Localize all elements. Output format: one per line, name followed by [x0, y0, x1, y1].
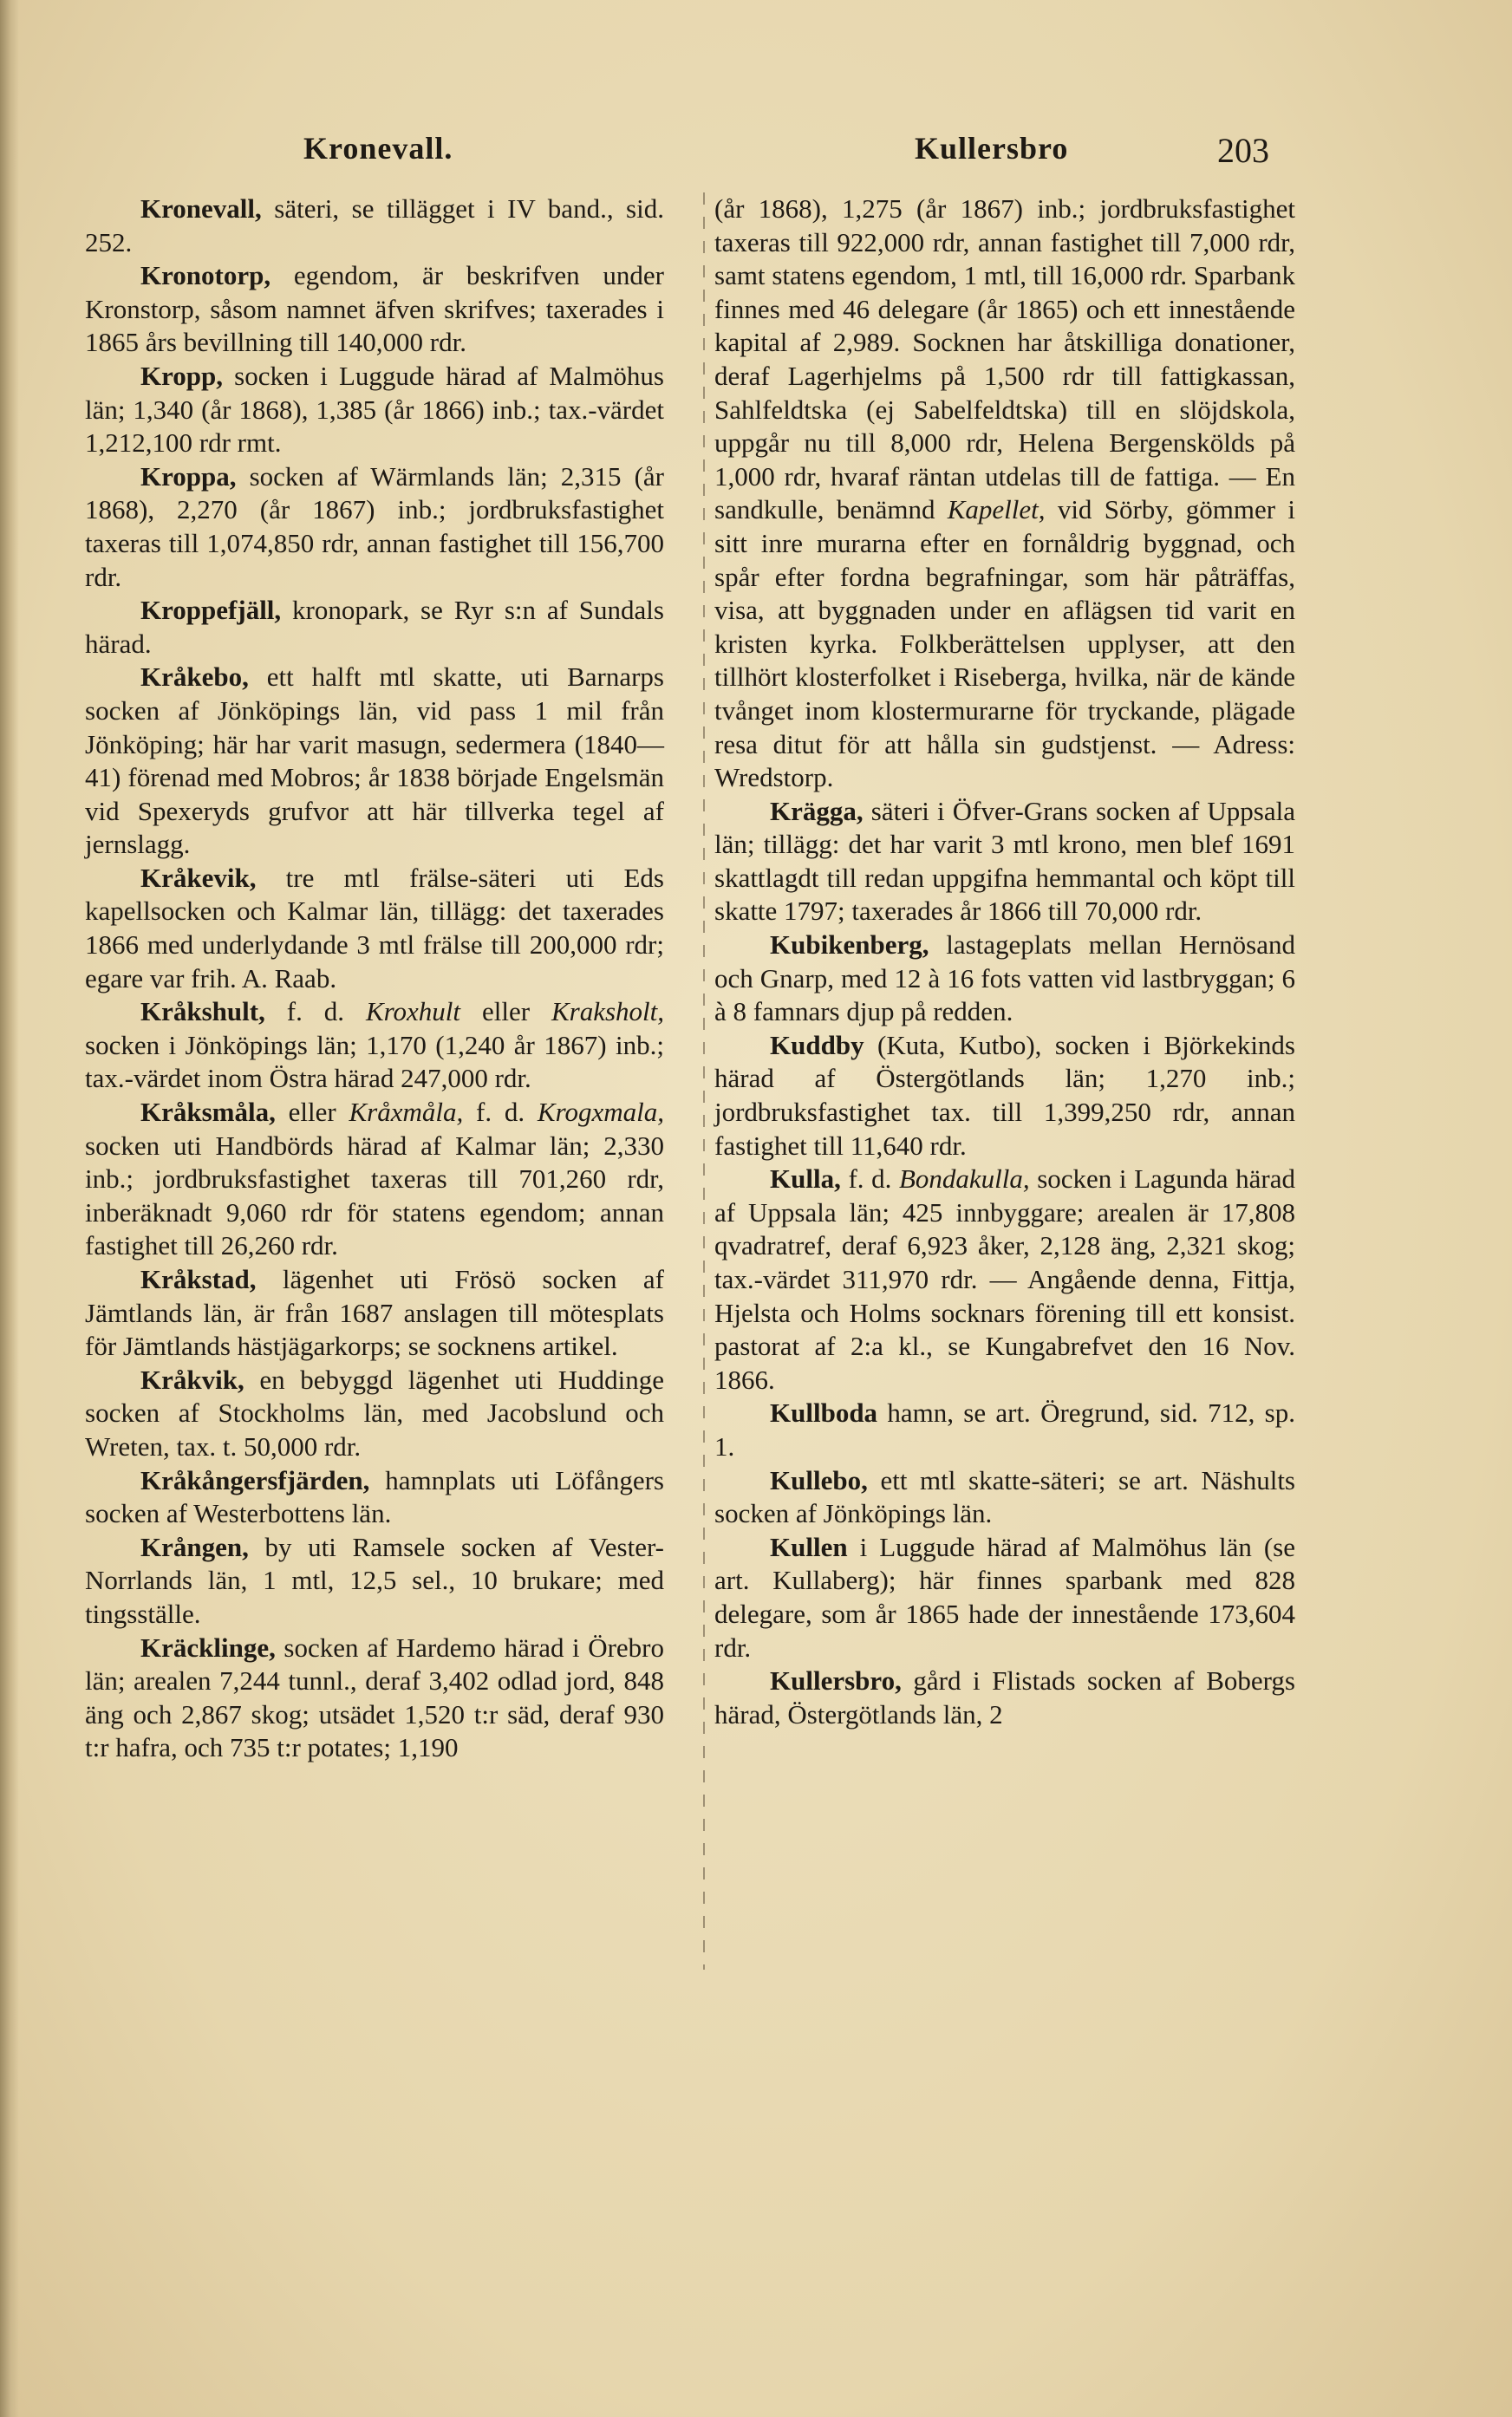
- left-column: [85, 192, 664, 1765]
- italic-text: Kraksholt,: [551, 996, 664, 1027]
- entry-headword: Kullersbro,: [770, 1665, 902, 1697]
- italic-text: Kroxhult: [365, 996, 461, 1027]
- entry-headword: Krången,: [140, 1531, 249, 1562]
- entry-headword: Kroppa,: [140, 460, 237, 492]
- entry-headword: Krägga,: [770, 795, 864, 826]
- running-head-right: Kullersbro: [915, 131, 1069, 166]
- entry-text: ett mtl skatte-säteri; se art. Näshults socken af Jönköpings län.: [714, 1464, 1295, 1529]
- column-divider: [703, 192, 705, 1970]
- entry-headword: Kronotorp,: [140, 260, 271, 291]
- entry-headword: Kråksmåla,: [140, 1097, 276, 1128]
- entry-headword: Kullboda: [770, 1397, 878, 1429]
- dictionary-entry: [85, 594, 664, 661]
- entry-text: i Luggude härad af Malmöhus län (se art. Kullaberg); här finnes sparbank med 828 delegare, som år 1865 hade der innestående 173,604 rdr.: [714, 1531, 1295, 1663]
- entry-headword: Kullebo,: [770, 1464, 868, 1495]
- entry-text: tre mtl frälse-säteri uti Eds kapellsocken och Kalmar län, tillägg: det taxerades 1866 med underlydande 3 mtl frälse till 200,000 rdr; egare var frih. A. Raab.: [85, 862, 664, 994]
- entry-continuation: [714, 192, 1295, 795]
- dictionary-entry: [85, 259, 664, 360]
- page-header: [0, 130, 1512, 182]
- entry-text: vid Sörby, gömmer i sitt inre murarna efter en fornåldrig byggnad, och spår efter fordna begrafningar, som här påträffas, visa, att byggnaden under en aflägsen tid varit en kristen kyrka. Folkberättelsen upplyser, att den tillhört klosterfolket i Riseberga, hvilka, när de kände tvånget inom klostermurarne för tryckande, plägade resa ditut för att hålla sin gudstjenst. — Adress: Wredstorp.: [714, 494, 1295, 793]
- entry-text: hamnplats uti Löfångers socken af Westerbottens län.: [85, 1464, 664, 1529]
- entry-text: kronopark, se Ryr s:n af Sundals härad.: [85, 595, 664, 659]
- dictionary-entry: [85, 460, 664, 594]
- italic-text: Kråxmåla,: [349, 1097, 464, 1128]
- entry-text: socken i Jönköpings län; 1,170 (1,240 år 1867) inb.; tax.-värdet inom Östra härad 247,000 rdr.: [85, 1029, 664, 1094]
- entry-text: eller: [460, 996, 551, 1027]
- page-edge-shadow: [0, 0, 19, 2417]
- entry-text: gård i Flistads socken af Bobergs härad, Östergötlands län, 2: [714, 1665, 1295, 1730]
- entry-headword: Kubikenberg,: [770, 929, 929, 961]
- dictionary-entry: [85, 995, 664, 1096]
- entry-headword: Kräcklinge,: [140, 1632, 276, 1663]
- entry-text: socken af Wärmlands län; 2,315 (år 1868), 2,270 (år 1867) inb.; jordbruksfastighet taxeras till 1,074,850 rdr, annan fastighet till 156,700 rdr.: [85, 460, 664, 592]
- dictionary-entry: [714, 928, 1295, 1029]
- entry-text: lägenhet uti Frösö socken af Jämtlands län, är från 1687 anslagen till mötesplats för Jämtlands hästjägarkorps; se socknens artikel.: [85, 1264, 664, 1362]
- entry-headword: Kroppefjäll,: [140, 595, 282, 626]
- dictionary-entry: [714, 795, 1295, 928]
- italic-text: Kapellet,: [947, 494, 1046, 525]
- running-head-left: Kronevall.: [303, 131, 453, 166]
- entry-headword: Kronevall,: [140, 193, 262, 224]
- entry-headword: Kropp,: [140, 360, 224, 391]
- entry-text: säteri i Öfver-Grans socken af Uppsala län; tillägg: det har varit 3 mtl krono, men blef 1691 skattlagdt till redan uppgifna hemmantal och köpt till skatte 1797; taxerades år 1866 till 70,000 rdr.: [714, 795, 1295, 927]
- entry-headword: Kråkångersfjärden,: [140, 1464, 370, 1495]
- entry-text: f. d.: [463, 1097, 538, 1128]
- entry-headword: Kråkstad,: [140, 1264, 257, 1294]
- entry-text: egendom, är beskrifven under Kronstorp, såsom namnet äfven skrifves; taxerades i 1865 års bevillning till 140,000 rdr.: [85, 260, 664, 358]
- dictionary-entry: [85, 1464, 664, 1531]
- entry-text: ett halft mtl skatte, uti Barnarps socken af Jönköpings län, vid pass 1 mil från Jönköping; här har varit masugn, sedermera (1840—41) förenad med Mobros; år 1838 började Engelsmän vid Spexeryds grufvor att här tillverka tegel af jernslagg.: [85, 661, 664, 860]
- dictionary-entry: [714, 1029, 1295, 1163]
- page-number: 203: [1217, 131, 1269, 170]
- entry-headword: Kuddby: [770, 1029, 864, 1060]
- entry-headword: Kråkshult,: [140, 996, 265, 1027]
- entry-headword: Kråkebo,: [140, 661, 249, 693]
- entry-text: säteri, se tillägget i IV band., sid. 252.: [85, 193, 664, 257]
- entry-text: socken af Hardemo härad i Örebro län; arealen 7,244 tunnl., deraf 3,402 odlad jord, 848 äng och 2,867 skog; utsädet 1,520 t:r säd, deraf 930 t:r hafra, och 735 t:r potates; 1,190: [85, 1632, 664, 1763]
- dictionary-entry: [85, 192, 664, 259]
- dictionary-entry: [714, 1397, 1295, 1463]
- right-column: [714, 192, 1295, 1731]
- dictionary-entry: [714, 1665, 1295, 1731]
- entry-text: hamn, se art. Öregrund, sid. 712, sp. 1.: [714, 1397, 1295, 1462]
- entry-text: (år 1868), 1,275 (år 1867) inb.; jordbruksfastighet taxeras till 922,000 rdr, annan fastighet till 7,000 rdr, samt statens egendom, 1 mtl, till 16,000 rdr. Sparbank finnes med 46 delegare (år 1865) och ett innestående kapital af 2,989. Socknen har åtskilliga donationer, deraf Lagerhjelms på 1,500 rdr till fattigkassan, Sahlfeldtska (ej Sabelfeldtska) till en slöjdskola, uppgår nu till 8,000 rdr, Helena Bergenskölds på 1,000 rdr, hvaraf räntan utdelas till de fattiga. — En sandkulle, benämnd: [714, 193, 1295, 525]
- dictionary-entry: [85, 1263, 664, 1364]
- entry-text: en bebyggd lägenhet uti Huddinge socken af Stockholms län, med Jacobslund och Wreten, tax. t. 50,000 rdr.: [85, 1364, 664, 1462]
- dictionary-entry: [85, 1531, 664, 1632]
- entry-text: socken i Lagunda härad af Uppsala län; 425 innbyggare; arealen är 17,808 qvadratref, deraf 6,923 åker, 2,128 äng, 2,321 skog; tax.-värdet 311,970 rdr. — Angående denna, Fittja, Hjelsta och Holms socknars förening till ett konsist. pastorat af 2:a kl., se Kungabrefvet den 16 Nov. 1866.: [714, 1163, 1295, 1395]
- dictionary-entry: [714, 1531, 1295, 1665]
- dictionary-entry: [85, 1096, 664, 1263]
- entry-text: socken i Luggude härad af Malmöhus län; 1,340 (år 1868), 1,385 (år 1866) inb.; tax.-värdet 1,212,100 rdr rmt.: [85, 360, 664, 459]
- dictionary-entry: [714, 1464, 1295, 1531]
- entry-text: by uti Ramsele socken af Vester-Norrlands län, 1 mtl, 12,5 sel., 10 brukare; med tingsställe.: [85, 1531, 664, 1629]
- dictionary-entry: [85, 661, 664, 862]
- entry-headword: Kråkvik,: [140, 1364, 244, 1395]
- dictionary-entry: [85, 1364, 664, 1464]
- entry-text: lastageplats mellan Hernösand och Gnarp, med 12 à 16 fots vatten vid lastbryggan; 6 à 8 famnars djup på redden.: [714, 929, 1295, 1027]
- dictionary-entry: [85, 1632, 664, 1765]
- dictionary-entry: [85, 862, 664, 995]
- entry-headword: Kråkevik,: [140, 862, 257, 893]
- italic-text: Krogxmala,: [537, 1097, 664, 1128]
- entry-text: f. d.: [840, 1163, 899, 1195]
- entry-text: socken uti Handbörds härad af Kalmar län; 2,330 inb.; jordbruksfastighet taxeras till 701,260 rdr, inberäknadt 9,060 rdr för statens egendom; annan fastighet till 26,260 rdr.: [85, 1130, 664, 1261]
- entry-text: (Kuta, Kutbo), socken i Björkekinds härad af Östergötlands län; 1,270 inb.; jordbruksfastighet tax. till 1,399,250 rdr, annan fastighet till 11,640 rdr.: [714, 1029, 1295, 1161]
- entry-text: f. d.: [264, 996, 366, 1027]
- entry-headword: Kulla,: [770, 1163, 841, 1195]
- dictionary-entry: [85, 360, 664, 460]
- dictionary-entry: [714, 1163, 1295, 1397]
- italic-text: Bondakulla,: [898, 1163, 1030, 1195]
- entry-headword: Kullen: [770, 1531, 848, 1562]
- entry-text: eller: [275, 1097, 349, 1128]
